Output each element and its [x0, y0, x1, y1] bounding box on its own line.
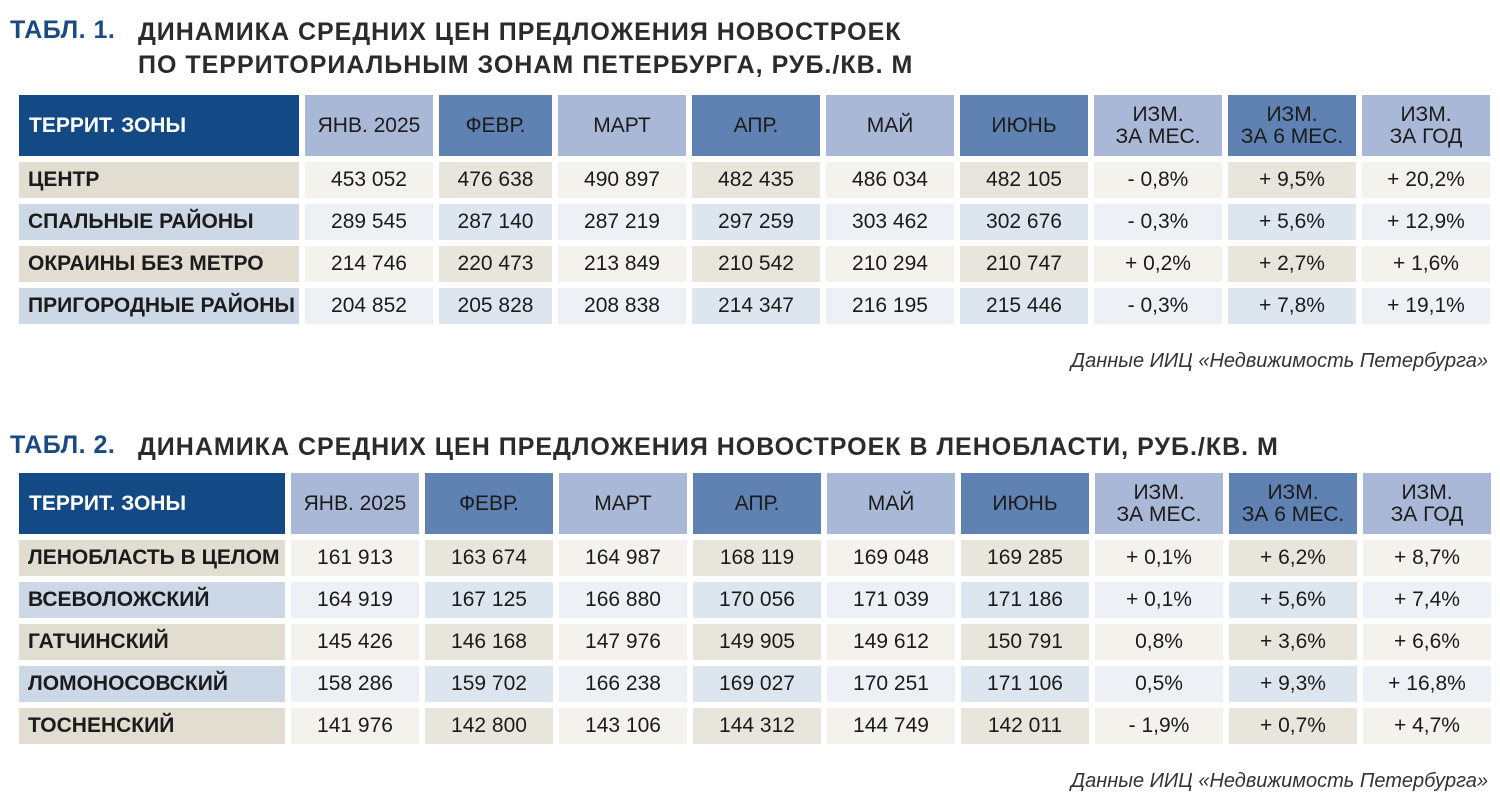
value-cell: 171 186: [961, 582, 1089, 618]
value-cell: 149 905: [693, 624, 821, 660]
value-cell: 216 195: [826, 288, 954, 324]
value-cell: 486 034: [826, 162, 954, 198]
value-cell: + 9,3%: [1229, 666, 1357, 702]
value-cell: + 7,8%: [1228, 288, 1356, 324]
table1-header-7: [1094, 95, 1222, 156]
value-cell: 166 880: [559, 582, 687, 618]
table2-body: [19, 540, 1491, 744]
table1-header-9: [1362, 95, 1490, 156]
value-cell: 164 919: [291, 582, 419, 618]
value-cell: + 12,9%: [1362, 204, 1490, 240]
table-row: [19, 246, 1490, 282]
value-cell: 287 140: [439, 204, 552, 240]
table1-header-row: [19, 95, 1490, 156]
value-cell: 142 800: [425, 708, 553, 744]
value-cell: + 7,4%: [1363, 582, 1491, 618]
table2-heading: [138, 431, 1279, 464]
value-cell: 145 426: [291, 624, 419, 660]
table1-heading: [138, 16, 913, 82]
value-cell: 476 638: [439, 162, 552, 198]
value-cell: 141 976: [291, 708, 419, 744]
table1-header-1: ЯНВ. 2025: [305, 95, 433, 156]
value-cell: 144 749: [827, 708, 955, 744]
value-cell: + 0,1%: [1095, 540, 1223, 576]
table2-header-9-line-1: ЗА ГОД: [1390, 502, 1464, 526]
value-cell: 142 011: [961, 708, 1089, 744]
value-cell: + 16,8%: [1363, 666, 1491, 702]
zone-name-cell: ГАТЧИНСКИЙ: [19, 624, 285, 660]
table1-header-3: МАРТ: [558, 95, 686, 156]
table2-header-8: [1229, 473, 1357, 534]
table2: [13, 467, 1497, 750]
table2-header-4: АПР.: [693, 473, 821, 534]
zone-name-cell: ЛОМОНОСОВСКИЙ: [19, 666, 285, 702]
table1-header-4: АПР.: [692, 95, 820, 156]
value-cell: - 1,9%: [1095, 708, 1223, 744]
value-cell: 169 285: [961, 540, 1089, 576]
zone-name-cell: ЛЕНОБЛАСТЬ В ЦЕЛОМ: [19, 540, 285, 576]
value-cell: + 6,6%: [1363, 624, 1491, 660]
value-cell: 171 039: [827, 582, 955, 618]
table2-header-3: МАРТ: [559, 473, 687, 534]
value-cell: 149 612: [827, 624, 955, 660]
value-cell: 171 106: [961, 666, 1089, 702]
value-cell: 170 251: [827, 666, 955, 702]
table-row: [19, 288, 1490, 324]
zone-name-cell: ПРИГОРОДНЫЕ РАЙОНЫ: [19, 288, 299, 324]
table1-header-8-line-0: ИЗМ.: [1266, 102, 1318, 126]
table2-header-8-line-1: ЗА 6 МЕС.: [1241, 502, 1345, 526]
table2-header-1: ЯНВ. 2025: [291, 473, 419, 534]
table1-header-5: МАЙ: [826, 95, 954, 156]
table1-heading-line2: ПО ТЕРРИТОРИАЛЬНЫМ ЗОНАМ ПЕТЕРБУРГА, РУБ./КВ. М: [138, 51, 914, 79]
value-cell: 0,8%: [1095, 624, 1223, 660]
table1-header-9-line-0: ИЗМ.: [1400, 102, 1452, 126]
value-cell: - 0,3%: [1094, 288, 1222, 324]
table2-title: [10, 431, 1279, 464]
value-cell: 146 168: [425, 624, 553, 660]
value-cell: 215 446: [960, 288, 1088, 324]
table1-title: [10, 16, 913, 82]
table1-header-8-line-1: ЗА 6 МЕС.: [1240, 124, 1344, 148]
value-cell: 482 105: [960, 162, 1088, 198]
table1-heading-line1: ДИНАМИКА СРЕДНИХ ЦЕН ПРЕДЛОЖЕНИЯ НОВОСТРОЕК: [138, 18, 902, 46]
table2-header-6: ИЮНЬ: [961, 473, 1089, 534]
value-cell: 150 791: [961, 624, 1089, 660]
value-cell: 214 746: [305, 246, 433, 282]
table2-header-7-line-0: ИЗМ.: [1133, 480, 1185, 504]
value-cell: 210 747: [960, 246, 1088, 282]
value-cell: 490 897: [558, 162, 686, 198]
table1-source: Данные ИИЦ «Недвижимость Петербурга»: [1071, 350, 1488, 372]
table1-header-2: ФЕВР.: [439, 95, 552, 156]
table-row: [19, 582, 1491, 618]
value-cell: 220 473: [439, 246, 552, 282]
value-cell: 205 828: [439, 288, 552, 324]
table2-header-7: [1095, 473, 1223, 534]
zone-name-cell: ОКРАИНЫ БЕЗ МЕТРО: [19, 246, 299, 282]
table1-header-7-line-1: ЗА МЕС.: [1115, 124, 1201, 148]
value-cell: + 5,6%: [1228, 204, 1356, 240]
value-cell: + 3,6%: [1229, 624, 1357, 660]
table1-label: ТАБЛ. 1.: [10, 16, 116, 44]
value-cell: - 0,3%: [1094, 204, 1222, 240]
value-cell: 166 238: [559, 666, 687, 702]
table2-header-9-line-0: ИЗМ.: [1401, 480, 1453, 504]
value-cell: + 4,7%: [1363, 708, 1491, 744]
value-cell: + 1,6%: [1362, 246, 1490, 282]
value-cell: + 5,6%: [1229, 582, 1357, 618]
table-row: [19, 204, 1490, 240]
value-cell: + 20,2%: [1362, 162, 1490, 198]
value-cell: 289 545: [305, 204, 433, 240]
table2-header-0: ТЕРРИТ. ЗОНЫ: [19, 473, 285, 534]
table1: [13, 89, 1496, 330]
value-cell: 303 462: [826, 204, 954, 240]
value-cell: 147 976: [559, 624, 687, 660]
value-cell: 144 312: [693, 708, 821, 744]
value-cell: + 0,7%: [1229, 708, 1357, 744]
zone-name-cell: ВСЕВОЛОЖСКИЙ: [19, 582, 285, 618]
value-cell: 302 676: [960, 204, 1088, 240]
value-cell: 0,5%: [1095, 666, 1223, 702]
value-cell: 170 056: [693, 582, 821, 618]
table2-label: ТАБЛ. 2.: [10, 431, 116, 459]
value-cell: + 0,2%: [1094, 246, 1222, 282]
value-cell: 167 125: [425, 582, 553, 618]
table2-header-9: [1363, 473, 1491, 534]
value-cell: 169 027: [693, 666, 821, 702]
zone-name-cell: СПАЛЬНЫЕ РАЙОНЫ: [19, 204, 299, 240]
table-row: [19, 708, 1491, 744]
table2-header-row: [19, 473, 1491, 534]
value-cell: + 8,7%: [1363, 540, 1491, 576]
table1-header-8: [1228, 95, 1356, 156]
value-cell: 213 849: [558, 246, 686, 282]
value-cell: 143 106: [559, 708, 687, 744]
table2-source: Данные ИИЦ «Недвижимость Петербурга»: [1071, 770, 1488, 792]
value-cell: 453 052: [305, 162, 433, 198]
table-row: [19, 162, 1490, 198]
value-cell: 158 286: [291, 666, 419, 702]
value-cell: 164 987: [559, 540, 687, 576]
table1-header-0: ТЕРРИТ. ЗОНЫ: [19, 95, 299, 156]
value-cell: + 0,1%: [1095, 582, 1223, 618]
table1-header-6: ИЮНЬ: [960, 95, 1088, 156]
value-cell: 287 219: [558, 204, 686, 240]
value-cell: 169 048: [827, 540, 955, 576]
value-cell: 161 913: [291, 540, 419, 576]
value-cell: 159 702: [425, 666, 553, 702]
value-cell: 208 838: [558, 288, 686, 324]
table1-header-9-line-1: ЗА ГОД: [1389, 124, 1463, 148]
value-cell: 163 674: [425, 540, 553, 576]
value-cell: - 0,8%: [1094, 162, 1222, 198]
table1-header-7-line-0: ИЗМ.: [1132, 102, 1184, 126]
table-row: [19, 666, 1491, 702]
zone-name-cell: ТОСНЕНСКИЙ: [19, 708, 285, 744]
value-cell: + 2,7%: [1228, 246, 1356, 282]
table2-header-2: ФЕВР.: [425, 473, 553, 534]
value-cell: 210 542: [692, 246, 820, 282]
table-row: [19, 540, 1491, 576]
table2-header-8-line-0: ИЗМ.: [1267, 480, 1319, 504]
value-cell: + 9,5%: [1228, 162, 1356, 198]
value-cell: 297 259: [692, 204, 820, 240]
zone-name-cell: ЦЕНТР: [19, 162, 299, 198]
table1-body: [19, 162, 1490, 324]
value-cell: + 6,2%: [1229, 540, 1357, 576]
value-cell: 168 119: [693, 540, 821, 576]
value-cell: 210 294: [826, 246, 954, 282]
value-cell: 204 852: [305, 288, 433, 324]
value-cell: 214 347: [692, 288, 820, 324]
table2-header-5: МАЙ: [827, 473, 955, 534]
table-row: [19, 624, 1491, 660]
table2-heading-line1: ДИНАМИКА СРЕДНИХ ЦЕН ПРЕДЛОЖЕНИЯ НОВОСТРОЕК В ЛЕНОБЛАСТИ, РУБ./КВ. М: [138, 433, 1279, 461]
table2-header-7-line-1: ЗА МЕС.: [1116, 502, 1202, 526]
value-cell: + 19,1%: [1362, 288, 1490, 324]
value-cell: 482 435: [692, 162, 820, 198]
